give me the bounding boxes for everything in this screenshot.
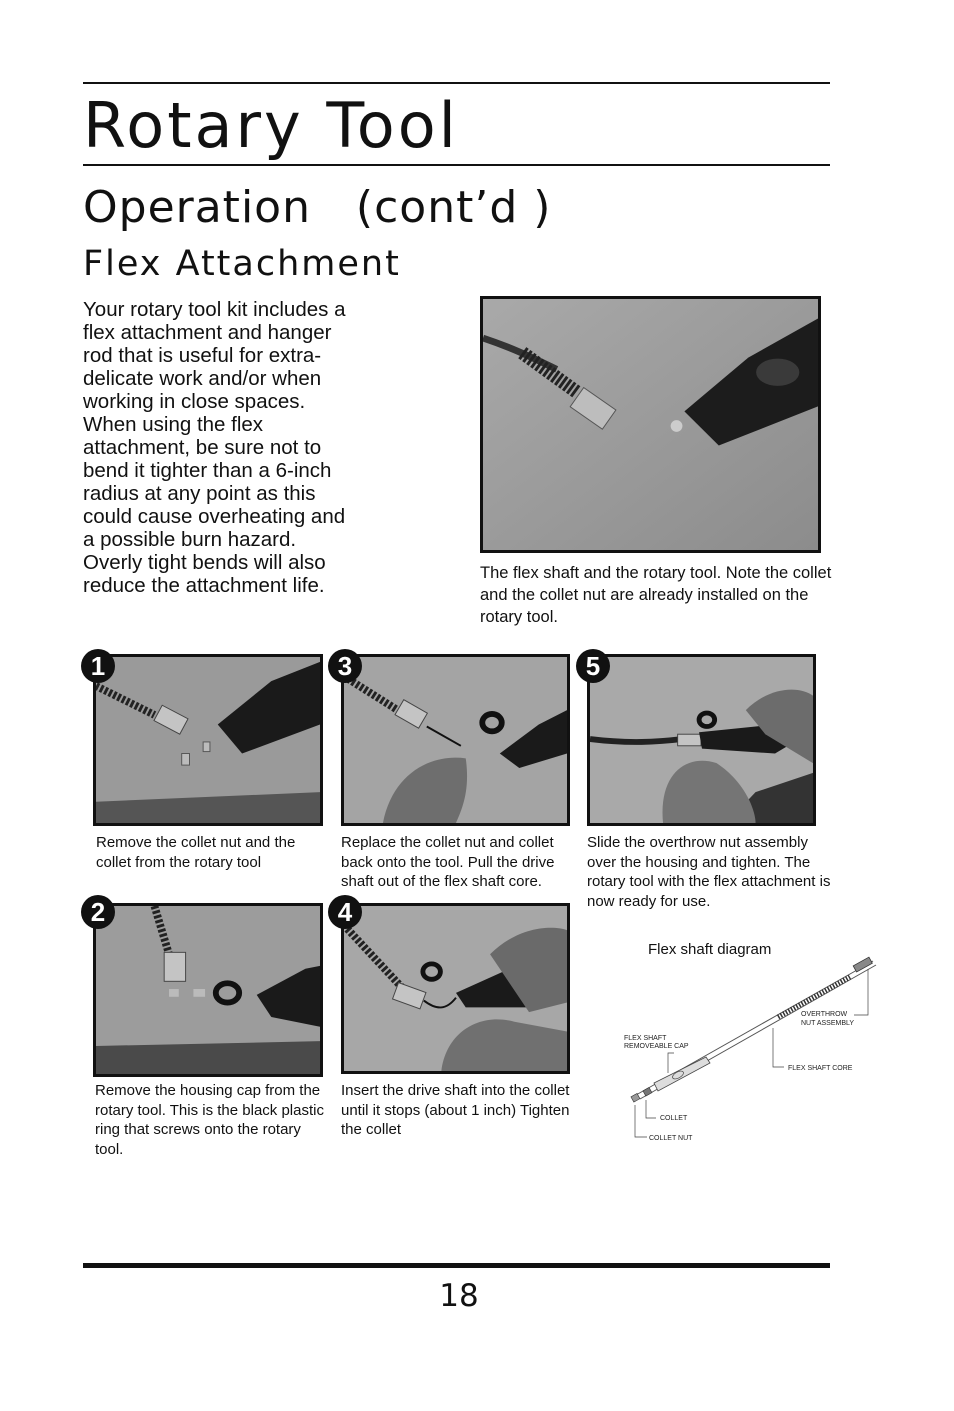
- step-2-photo: [93, 903, 323, 1077]
- section-title: Operation (cont’d ): [83, 182, 552, 233]
- label-overthrow-1: OVERTHROW: [801, 1011, 848, 1018]
- page-title: Rotary Tool: [83, 89, 459, 162]
- main-photo-caption: The flex shaft and the rotary tool. Note the collet and the collet nut are already installed on the rotary tool.: [480, 564, 832, 626]
- diagram-title: Flex shaft diagram: [648, 941, 772, 958]
- step-4-badge: 4: [328, 895, 362, 929]
- step-5-caption: Slide the overthrow nut assembly over the housing and tighten. The rotary tool with the flex attachment is now ready for use.: [587, 834, 831, 910]
- label-cap-2: REMOVEABLE CAP: [624, 1043, 689, 1050]
- label-cap-1: FLEX SHAFT: [624, 1035, 667, 1042]
- step-4-photo: [341, 903, 570, 1074]
- title-underline: [83, 164, 830, 166]
- step-1-caption: Remove the collet nut and the collet from the rotary tool: [96, 834, 296, 871]
- label-collet: COLLET: [660, 1115, 688, 1122]
- intro-paragraph: Your rotary tool kit includes a flex attachment and hanger rod that is useful for extra-delicate work and/or when working in close spaces. When using the flex attachment, be sure not to bend it tighter than a 6-inch radius at any point as this could cause overheating and a possible burn hazard. Overly tight bends will also reduce the attachment life.: [83, 298, 346, 597]
- step-1-photo: [93, 654, 323, 826]
- step-5-badge: 5: [576, 649, 610, 683]
- step-3-photo: [341, 654, 570, 826]
- footer-rule: [83, 1263, 830, 1268]
- step-3-badge: 3: [328, 649, 362, 683]
- step-2-caption: Remove the housing cap from the rotary tool. This is the black plastic ring that screws onto the rotary tool.: [95, 1082, 324, 1158]
- step-4-caption: Insert the drive shaft into the collet until it stops (about 1 inch) Tighten the collet: [341, 1082, 570, 1138]
- subsection-title: Flex Attachment: [83, 244, 401, 284]
- label-overthrow-2: NUT ASSEMBLY: [801, 1020, 855, 1027]
- flex-shaft-diagram: [618, 955, 880, 1150]
- label-collet-nut: COLLET NUT: [649, 1135, 693, 1142]
- label-core: FLEX SHAFT CORE: [788, 1065, 853, 1072]
- main-photo: [480, 296, 821, 553]
- page-number: 18: [439, 1278, 479, 1314]
- step-1-badge: 1: [81, 649, 115, 683]
- step-2-badge: 2: [81, 895, 115, 929]
- step-3-caption: Replace the collet nut and collet back onto the tool. Pull the drive shaft out of the flex shaft core.: [341, 834, 555, 890]
- top-rule: [83, 82, 830, 84]
- step-5-photo: [587, 654, 816, 826]
